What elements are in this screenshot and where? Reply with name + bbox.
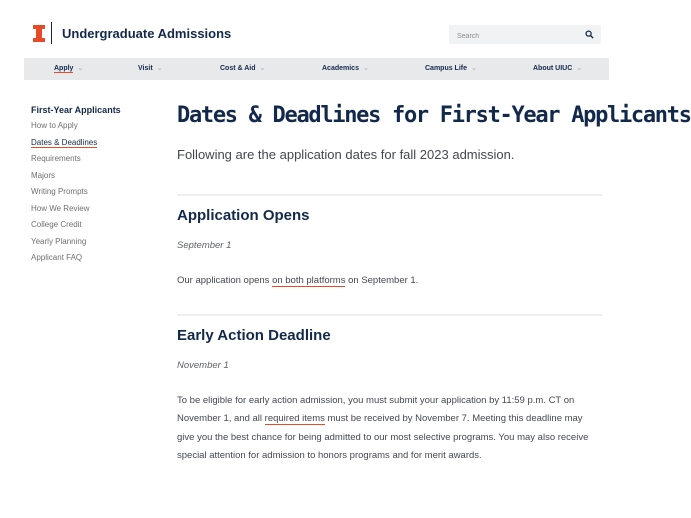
nav-item-label: Academics bbox=[322, 65, 359, 72]
sidebar-item-label: Applicant FAQ bbox=[31, 253, 83, 262]
paragraph-text: on September 1. bbox=[345, 275, 419, 286]
section-sidebar bbox=[31, 105, 161, 267]
section-date: November 1 bbox=[177, 359, 229, 371]
sidebar-item-college-credit[interactable] bbox=[31, 217, 161, 234]
nav-item-label: Visit bbox=[138, 65, 153, 72]
section-heading-application-opens: Application Opens bbox=[177, 207, 310, 224]
sidebar-item-label: Requirements bbox=[31, 154, 81, 163]
chevron-down-icon: ⌄ bbox=[156, 65, 163, 72]
search-icon[interactable] bbox=[585, 30, 594, 39]
sidebar-item-label: How to Apply bbox=[31, 121, 78, 130]
section-divider bbox=[177, 194, 602, 196]
sidebar-item-requirements[interactable] bbox=[31, 151, 161, 168]
paragraph-text: To be eligible for early action admission, you must submit your application by 11:59 p.m. CT on November 1, and all bbox=[177, 394, 575, 424]
chevron-down-icon: ⌄ bbox=[362, 65, 369, 72]
paragraph-text: must be received by November 7. Meeting this deadline may give you the best chance for being admitted to our most selective programs. You may also receive special attention for admission to honors programs and for merit awards. bbox=[177, 413, 589, 461]
sidebar-item-label: How We Review bbox=[31, 203, 90, 213]
sidebar-item-yearly-planning[interactable] bbox=[31, 234, 161, 251]
intro-text: Following are the application dates for fall 2023 admission. bbox=[177, 147, 515, 162]
site-header bbox=[0, 0, 625, 58]
chevron-down-icon: ⌄ bbox=[576, 65, 583, 72]
required-items-link[interactable]: required items bbox=[264, 413, 325, 424]
nav-item-cost-aid[interactable] bbox=[220, 58, 265, 80]
search-input[interactable] bbox=[449, 27, 577, 46]
nav-item-label: About UIUC bbox=[533, 65, 573, 72]
chevron-down-icon: ⌄ bbox=[471, 65, 477, 72]
nav-item-apply[interactable] bbox=[54, 58, 83, 80]
section-paragraph bbox=[177, 392, 602, 466]
sidebar-item-applicant-faq[interactable] bbox=[31, 250, 161, 267]
main-nav bbox=[24, 58, 609, 80]
sidebar-item-label: Writing Prompts bbox=[31, 187, 88, 196]
sidebar-item-label: College Credit bbox=[31, 220, 82, 229]
paragraph-text: Our application opens bbox=[177, 275, 273, 286]
section-heading-early-action: Early Action Deadline bbox=[177, 326, 331, 344]
illinois-block-i-logo-icon[interactable] bbox=[33, 25, 45, 42]
sidebar-item-majors[interactable] bbox=[31, 168, 161, 185]
search-box bbox=[449, 25, 601, 44]
sidebar-item-label: Majors bbox=[31, 170, 56, 180]
chevron-down-icon: ⌄ bbox=[259, 65, 266, 72]
site-title[interactable]: Undergraduate Admissions bbox=[62, 26, 232, 41]
nav-item-visit[interactable] bbox=[138, 58, 163, 80]
sidebar-item-label: Yearly Planning bbox=[31, 236, 87, 246]
sidebar-item-writing-prompts[interactable] bbox=[31, 184, 161, 201]
nav-item-label: Cost & Aid bbox=[220, 65, 256, 72]
nav-item-label: Apply bbox=[54, 65, 74, 72]
sidebar-item-how-we-review[interactable] bbox=[31, 201, 161, 218]
sidebar-item-label: Dates & Deadlines bbox=[31, 137, 98, 147]
both-platforms-link[interactable]: on both platforms bbox=[272, 275, 346, 286]
page-title: Dates & Deadlines for First-Year Applicants bbox=[177, 103, 691, 128]
nav-item-label: Campus Life bbox=[425, 65, 468, 72]
section-paragraph bbox=[177, 272, 602, 291]
sidebar-heading[interactable]: First-Year Applicants bbox=[31, 105, 121, 115]
section-date: September 1 bbox=[177, 240, 232, 251]
nav-item-academics[interactable] bbox=[322, 58, 369, 80]
sidebar-item-dates-deadlines[interactable] bbox=[31, 135, 161, 152]
nav-item-about-uiuc[interactable] bbox=[533, 58, 582, 80]
nav-item-campus-life[interactable] bbox=[425, 58, 477, 80]
section-divider bbox=[177, 314, 602, 316]
main-content bbox=[177, 100, 691, 466]
header-divider bbox=[51, 22, 52, 44]
sidebar-item-how-to-apply[interactable] bbox=[31, 118, 161, 135]
chevron-down-icon: ⌄ bbox=[77, 65, 84, 72]
